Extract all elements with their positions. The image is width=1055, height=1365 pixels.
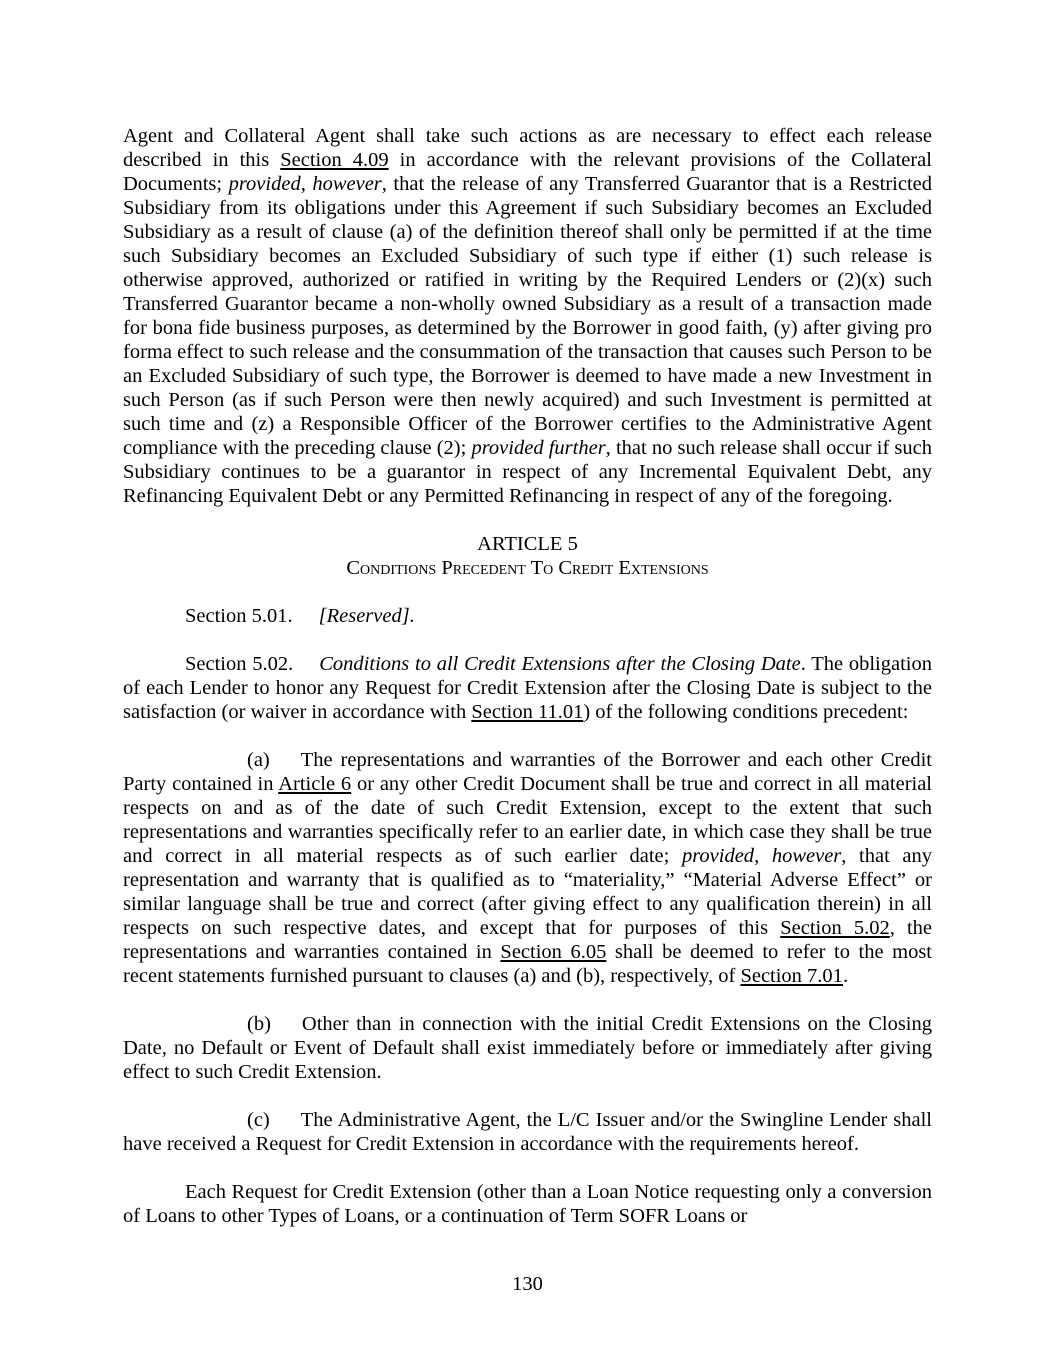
section-5-02: [123, 652, 932, 724]
section-reference-11-01: Section 11.01: [471, 701, 584, 723]
text-run: Other than in connection with the initial Credit Extensions on the Closing Date, no Default or Event of Default shall exist immediately before or immediately after giving effect to such Credit Extension.: [123, 1013, 932, 1083]
text-run: The representations and warranties of the Borrower and each other Credit Party contained in: [123, 749, 932, 795]
text-run: The Administrative Agent, the L/C Issuer and/or the Swingline Lender shall have received a Request for Credit Extension in accordance with the requirements hereof.: [123, 1109, 932, 1155]
clause-b: [123, 1012, 932, 1084]
text-run: shall be deemed to refer to the most recent statements furnished pursuant to clauses (a) and (b), respectively, of: [123, 941, 932, 987]
text-run: , that the release of any Transferred Guarantor that is a Restricted Subsidiary from its obligations under this Agreement if such Subsidiary becomes an Excluded Subsidiary as a result of clause (a) of the definition thereof shall only be permitted if at the time such Subsidiary becomes an Excluded Subsidiary of such type if either (1) such release is otherwise approved, authorized or ratified in writing by the Required Lenders or (2)(x) such Transferred Guarantor became a non-wholly owned Subsidiary as a result of a transaction made for bona fide business purposes, as determined by the Borrower in good faith, (y) after giving pro forma effect to such release and the consummation of the transaction that causes such Person to be an Excluded Subsidiary of such type, the Borrower is deemed to have made a new Investment in such Person (as if such Person were then newly acquired) and such Investment is permitted at such time and (z) a Responsible Officer of the Borrower certifies to the Administrative Agent compliance with the preceding clause (2);: [123, 173, 932, 459]
article-label: ARTICLE 5: [477, 533, 578, 555]
clause-c: [123, 1108, 932, 1156]
article-reference-6: Article 6: [278, 773, 352, 795]
section-title-italic: Conditions to all Credit Extensions after the Closing Date: [319, 653, 801, 675]
section-label: Section 5.01.: [185, 605, 293, 627]
paragraph-continuation: [123, 124, 932, 508]
text-run-italic: however: [312, 173, 382, 195]
article-title: Conditions Precedent To Credit Extensions: [346, 557, 709, 579]
text-run: , that no such release shall occur if such Subsidiary continues to be a guarantor in respect of any Incremental Equivalent Debt, any Refinancing Equivalent Debt or any Permitted Refinancing in respect of any of the foregoing.: [123, 437, 932, 507]
text-run: Each Request for Credit Extension (other than a Loan Notice requesting only a conversion of Loans to other Types of Loans, or a continuation of Term SOFR Loans or: [123, 1181, 932, 1227]
section-title-italic: [Reserved].: [318, 605, 415, 627]
article-heading: [123, 532, 932, 580]
text-run-italic: provided: [681, 845, 755, 867]
text-run: in accordance with the relevant provisions of the Collateral Documents;: [123, 149, 932, 195]
text-run: , that any representation and warranty that is qualified as to “materiality,” “Material Adverse Effect” or similar language shall be true and correct (after giving effect to any qualification therein) in all respects on such respective dates, and except that for purposes of this: [123, 845, 933, 939]
text-run-italic: provided: [228, 173, 301, 195]
text-run: ,: [300, 173, 313, 195]
text-run: or any other Credit Document shall be true and correct in all material respects on and as of the date of such Credit Extension, except to the extent that such representations and warranties specifically refer to an earlier date, in which case they shall be true and correct in all material respects as of such earlier date;: [123, 773, 933, 867]
text-run: Agent and Collateral Agent shall take such actions as are necessary to effect each release described in this: [123, 125, 932, 171]
clause-label: (a): [247, 749, 270, 771]
section-reference-5-02: Section 5.02: [780, 917, 890, 939]
text-run: ,: [754, 845, 772, 867]
text-run: ) of the following conditions precedent:: [583, 701, 909, 723]
clause-label: (b): [247, 1013, 271, 1035]
clause-label: (c): [247, 1109, 270, 1131]
section-reference-4-09: Section 4.09: [280, 149, 389, 171]
text-run: . The obligation of each Lender to honor any Request for Credit Extension after the Closing Date is subject to the satisfaction (or waiver in accordance with: [123, 653, 932, 723]
page-number: 130: [512, 1273, 543, 1295]
section-label: Section 5.02.: [185, 653, 294, 675]
section-5-01: [123, 604, 932, 628]
text-run: .: [842, 965, 849, 987]
text-run: , the representations and warranties contained in: [123, 917, 933, 963]
text-run-italic: however: [771, 845, 842, 867]
section-reference-6-05: Section 6.05: [500, 941, 607, 963]
text-run-italic: provided further: [471, 437, 606, 459]
clause-a: [123, 748, 932, 988]
text-column: [123, 124, 932, 1252]
paragraph-final: [123, 1180, 932, 1228]
section-reference-7-01: Section 7.01: [740, 965, 843, 987]
